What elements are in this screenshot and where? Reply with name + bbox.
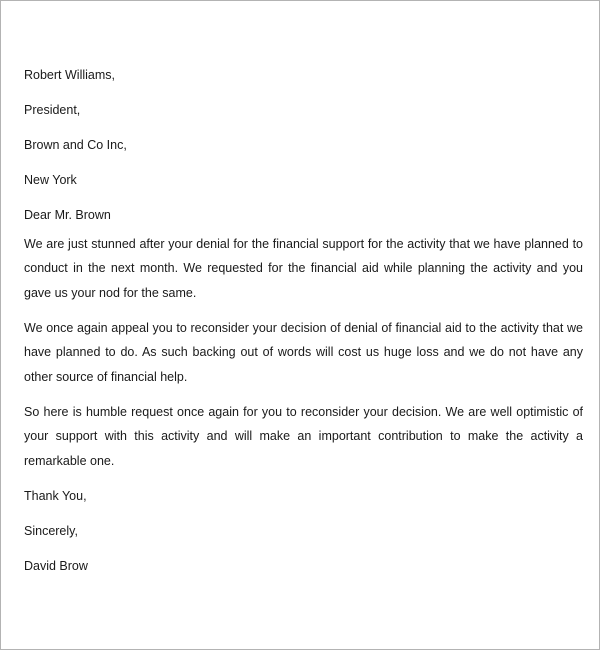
body-paragraph-3: So here is humble request once again for you to reconsider your decision. We are well optimistic of your support with this activity and will make an important contribution to make the activity a remarkable one. — [24, 404, 583, 468]
recipient-title: President, — [24, 103, 81, 117]
closing: Sincerely, — [24, 523, 78, 538]
salutation: Dear Mr. Brown — [24, 208, 111, 222]
recipient-name: Robert Williams, — [24, 68, 115, 82]
letter-body — [24, 63, 583, 589]
recipient-city: New York — [24, 173, 77, 187]
body-paragraph-2: We once again appeal you to reconsider your decision of denial of financial aid to the activity that we have planned to do. As such backing out of words will cost us huge loss and we do not have any other source of financial help. — [24, 320, 583, 384]
recipient-company: Brown and Co Inc, — [24, 138, 127, 152]
signature-name: David Brow — [24, 558, 88, 573]
closing-thanks: Thank You, — [24, 488, 87, 503]
body-paragraph-1: We are just stunned after your denial for the financial support for the activity that we have planned to conduct in the next month. We requested for the financial aid while planning the activity and you gave us your nod for the same. — [24, 236, 583, 300]
